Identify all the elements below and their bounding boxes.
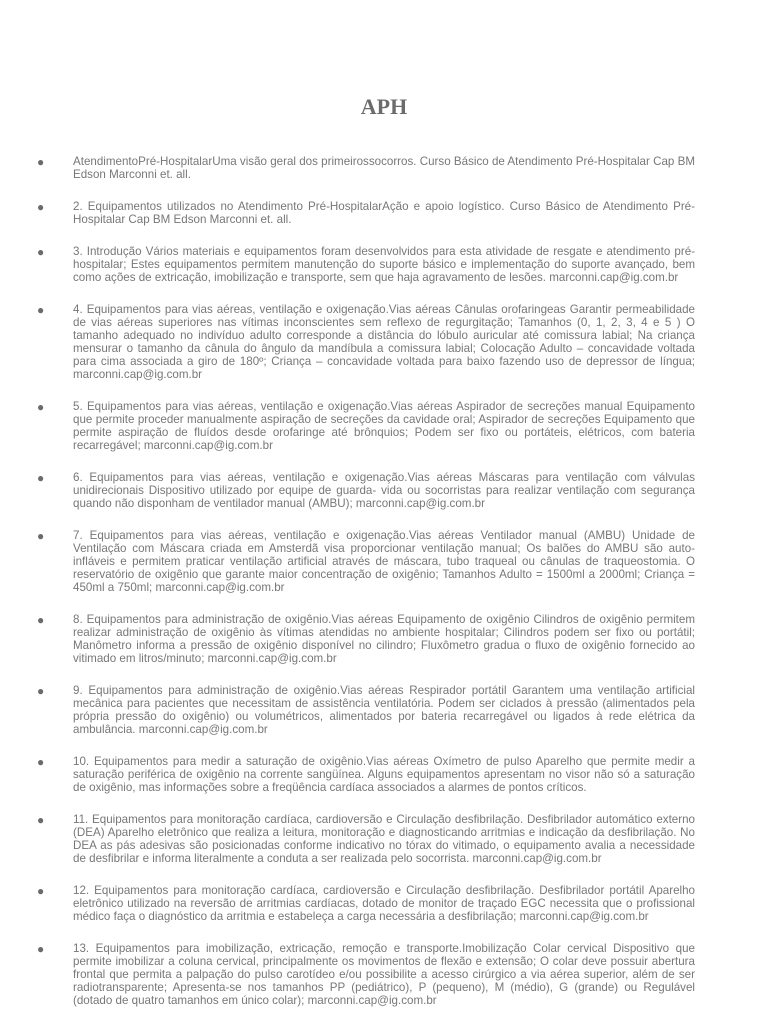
list-item-text: 7. Equipamentos para vias aéreas, ventilação e oxigenação.Vias aéreas Ventilador manual (AMBU) Unidade de Ventilação com Máscara criada em Amsterdã visa proporcionar ventilação manual; Os balões do AMBU são auto-infláveis e permitem praticar ventilação artificial através de máscara, tubo traqueal ou cânulas de traqueostomia. O reservatório de oxigênio que garante maior concentração de oxigênio; Tamanhos Adulto = 1500ml a 2000ml; Criança = 450ml a 750ml; marconni.cap@ig.com.br xyxy=(73,529,695,594)
list-item xyxy=(0,813,695,865)
bullet-icon: ● xyxy=(37,755,45,769)
list-item-text: 4. Equipamentos para vias aéreas, ventilação e oxigenação.Vias aéreas Cânulas orofaringeas Garantir permeabilidade de vias aéreas superiores nas vítimas inconscientes sem reflexo de regurgitação; Tamanhos (0, 1, 2, 3, 4 e 5 ) O tamanho adequado no indivíduo adulto corresponde a distância do lóbulo auricular até comissura labial; Na criança mensurar o tamanho da cânula do ângulo da mandíbula a comissura labial; Colocação Adulto – concavidade voltada para cima associada a giro de 180º; Criança – concavidade voltada para baixo fazendo uso de depressor de língua; marconni.cap@ig.com.br xyxy=(73,303,695,381)
list-item-text: 11. Equipamentos para monitoração cardíaca, cardioversão e Circulação desfibrilação. Desfibrilador automático externo (DEA) Aparelho eletrônico que realiza a leitura, monitoração e diagnosticando arritmias e indicação da desfibrilação. No DEA as pás adesivas são posicionadas conforme indicativo no tórax do vitimado, o equipamento avalia a necessidade de desfibrilar e informa literalmente a conduta a ser realizada pelo socorrista. marconni.cap@ig.com.br xyxy=(73,813,695,865)
bullet-icon: ● xyxy=(37,155,45,169)
list-item-text: AtendimentoPré-HospitalarUma visão geral dos primeirossocorros. Curso Básico de Atendimento Pré-Hospitalar Cap BM Edson Marconni et. all. xyxy=(73,155,695,181)
list-item xyxy=(0,613,695,665)
list-item-text: 6. Equipamentos para vias aéreas, ventilação e oxigenação.Vias aéreas Máscaras para ventilação com válvulas unidirecionais Dispositivo utilizado por equipe de guarda- vida ou socorristas para realizar ventilação com segurança quando não disponham de ventilador manual (AMBU); marconni.cap@ig.com.br xyxy=(73,471,695,510)
list-item-text: 2. Equipamentos utilizados no Atendimento Pré-HospitalarAção e apoio logístico. Curso Básico de Atendimento Pré-Hospitalar Cap BM Edson Marconni et. all. xyxy=(73,200,695,226)
list-item-text: 10. Equipamentos para medir a saturação de oxigênio.Vias aéreas Oxímetro de pulso Aparelho que permite medir a saturação periférica de oxigênio na corrente sangüínea. Alguns equipamentos apresentam no visor não só a saturação de oxigênio, mas informações sobre a freqüência cardíaca associados a alarmes de pontos críticos. xyxy=(73,755,695,794)
list-item xyxy=(0,684,695,736)
list-item-text: 8. Equipamentos para administração de oxigênio.Vias aéreas Equipamento de oxigênio Cilindros de oxigênio permitem realizar administração de oxigênio às vítimas atendidas no ambiente hospitalar; Cilindros podem ser fixo ou portátil; Manômetro informa a pressão de oxigênio disponível no cilindro; Fluxômetro gradua o fluxo de oxigênio fornecido ao vitimado em litros/minuto; marconni.cap@ig.com.br xyxy=(73,613,695,665)
list-item xyxy=(0,884,695,923)
bullet-list xyxy=(0,155,768,1026)
list-item-text: 3. Introdução Vários materiais e equipamentos foram desenvolvidos para esta atividade de resgate e atendimento pré-hospitalar; Estes equipamentos permitem manutenção do suporte básico e implementação do suporte avançado, bem como ações de extricação, imobilização e transporte, sem que haja agravamento de lesões. marconni.cap@ig.com.br xyxy=(73,245,695,284)
bullet-icon: ● xyxy=(37,529,45,543)
list-item-text: 13. Equipamentos para imobilização, extricação, remoção e transporte.Imobilização Colar cervical Dispositivo que permite imobilizar a coluna cervical, principalmente os movimentos de flexão e extensão; O colar deve possuir abertura frontal que permita a palpação do pulso carotídeo e/ou possibilite a acesso cirúrgico a via aérea superior, além de ser radiotransparente; Apresenta-se nos tamanhos PP (pediátrico), P (pequeno), M (médio), G (grande) ou Regulável (dotado de quatro tamanhos em único colar); marconni.cap@ig.com.br xyxy=(73,942,695,1007)
bullet-icon: ● xyxy=(37,471,45,485)
bullet-icon: ● xyxy=(37,400,45,414)
list-item-text: 5. Equipamentos para vias aéreas, ventilação e oxigenação.Vias aéreas Aspirador de secreções manual Equipamento que permite proceder manualmente aspiração de secreções da cavidade oral; Aspirador de secreções Equipamento que permite aspiração de fluídos desde orofaringe até brônquios; Podem ser fixo ou portáteis, elétricos, com bateria recarregável; marconni.cap@ig.com.br xyxy=(73,400,695,452)
list-item xyxy=(0,529,695,594)
list-item xyxy=(0,755,695,794)
bullet-icon: ● xyxy=(37,200,45,214)
list-item xyxy=(0,155,695,181)
bullet-icon: ● xyxy=(37,245,45,259)
bullet-icon: ● xyxy=(37,303,45,317)
bullet-icon: ● xyxy=(37,613,45,627)
bullet-icon: ● xyxy=(37,942,45,956)
document-title: APH xyxy=(360,94,408,119)
list-item xyxy=(0,400,695,452)
bullet-icon: ● xyxy=(37,884,45,898)
list-item xyxy=(0,471,695,510)
bullet-icon: ● xyxy=(37,684,45,698)
bullet-icon: ● xyxy=(37,813,45,827)
list-item-text: 9. Equipamentos para administração de oxigênio.Vias aéreas Respirador portátil Garantem uma ventilação artificial mecânica para pacientes que necessitam de assistência ventilatória. Podem ser ciclados à pressão (alimentados pela própria pressão do oxigênio) ou volumétricos, alimentados por bateria recarregável ou ligados à rede elétrica da ambulância. marconni.cap@ig.com.br xyxy=(73,684,695,736)
list-item xyxy=(0,303,695,381)
list-item xyxy=(0,245,695,284)
list-item xyxy=(0,942,695,1007)
list-item-text: 12. Equipamentos para monitoração cardíaca, cardioversão e Circulação desfibrilação. Desfibrilador portátil Aparelho eletrônico utilizado na reversão de arritmias cardíacas, dotado de monitor de traçado EGC necessita que o profissional médico faça o diagnóstico da arritmia e estabeleça a carga necessária a desfibrilação; marconni.cap@ig.com.br xyxy=(73,884,695,923)
list-item xyxy=(0,200,695,226)
